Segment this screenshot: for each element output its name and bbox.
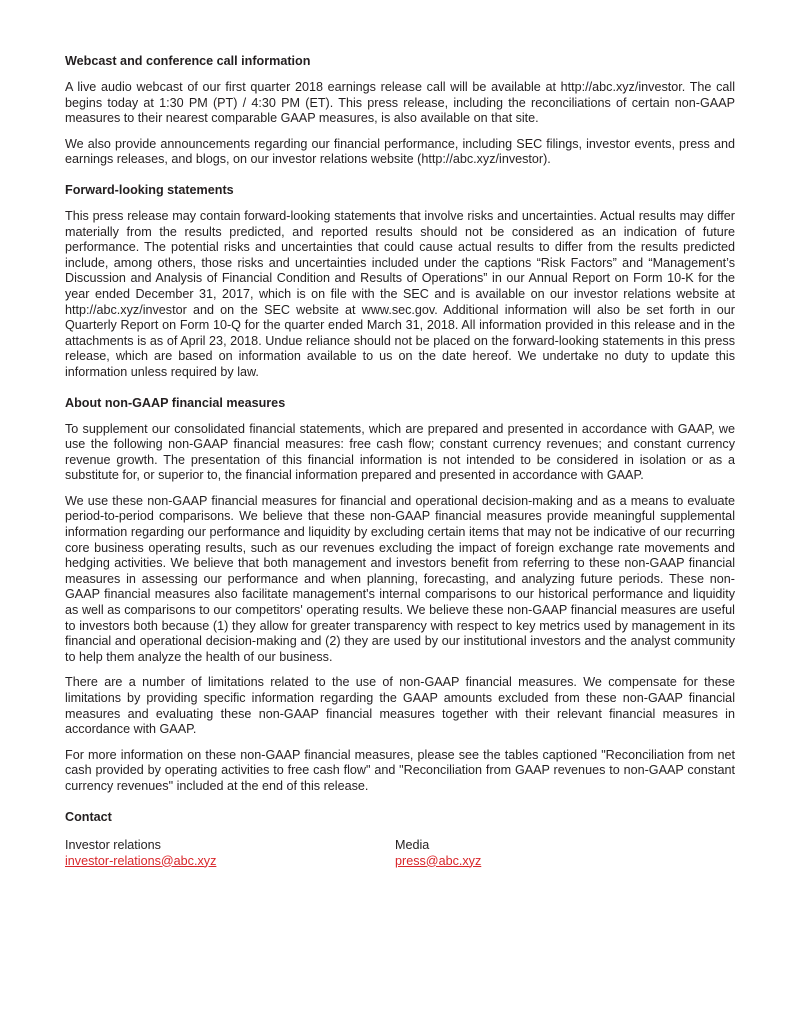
contact-grid: [65, 837, 735, 869]
media-contact: [395, 837, 725, 869]
webcast-paragraph-2: We also provide announcements regarding our financial performance, including SEC filings, investor events, press and earnings releases, and blogs, on our investor relations website (http://abc.xyz/investor).: [65, 136, 735, 167]
non-gaap-heading: About non-GAAP financial measures: [65, 395, 286, 410]
contact-heading: Contact: [65, 809, 112, 824]
investor-relations-contact: [65, 837, 395, 869]
forward-looking-section: [65, 182, 735, 381]
investor-relations-email-link[interactable]: investor-relations@abc.xyz: [65, 853, 217, 868]
webcast-section: [65, 53, 735, 168]
media-email-link[interactable]: press@abc.xyz: [395, 853, 482, 868]
non-gaap-paragraph-2: We use these non-GAAP financial measures for financial and operational decision-making and as a means to evaluate period-to-period comparisons. We believe that these non-GAAP financial measures provide meaningful supplemental information regarding our performance and liquidity by excluding certain items that may not be indicative of our recurring core business operating results, such as our revenues excluding the impact of foreign exchange rate movements and hedging activities. We believe that both management and investors benefit from referring to these non-GAAP financial measures in assessing our performance and when planning, forecasting, and analyzing future periods. These non-GAAP financial measures also facilitate management's internal comparisons to our historical performance and liquidity as well as comparisons to our competitors' operating results. We believe these non-GAAP financial measures are useful to investors both because (1) they allow for greater transparency with respect to key metrics used by management in its financial and operational decision-making and (2) they are used by our institutional investors and the analyst community to help them analyze the health of our business.: [65, 493, 735, 664]
media-label: Media: [395, 837, 430, 852]
webcast-heading: Webcast and conference call information: [65, 54, 311, 68]
document-page: [65, 53, 735, 869]
non-gaap-paragraph-4: For more information on these non-GAAP financial measures, please see the tables captioned "Reconciliation from net cash provided by operating activities to free cash flow" and "Reconciliation from GAAP revenues to non-GAAP constant currency revenues" included at the end of this release.: [65, 747, 735, 793]
forward-looking-paragraph: This press release may contain forward-looking statements that involve risks and uncertainties. Actual results may differ materially from the results predicted, and reported results should not be considered as an indication of future performance. The potential risks and uncertainties that could cause actual results to differ from the results predicted include, among others, those risks and uncertainties included under the captions “Risk Factors” and “Management’s Discussion and Analysis of Financial Condition and Results of Operations” in our Annual Report on Form 10-K for the year ended December 31, 2017, which is on file with the SEC and is available on our investor relations website at http://abc.xyz/investor and on the SEC website at www.sec.gov. Additional information will also be set forth in our Quarterly Report on Form 10-Q for the quarter ended March 31, 2018. All information provided in this release and in the attachments is as of April 23, 2018. Undue reliance should not be placed on the forward-looking statements in this press release, which are based on information available to us on the date hereof. We undertake no duty to update this information unless required by law.: [65, 208, 735, 379]
forward-looking-heading: Forward-looking statements: [65, 182, 234, 197]
non-gaap-paragraph-1: To supplement our consolidated financial statements, which are prepared and presented in accordance with GAAP, we use the following non-GAAP financial measures: free cash flow; constant currency revenues; and constant currency revenue growth. The presentation of this financial information is not intended to be considered in isolation or as a substitute for, or superior to, the financial information prepared and presented in accordance with GAAP.: [65, 421, 735, 483]
non-gaap-section: [65, 395, 735, 795]
webcast-paragraph-1: A live audio webcast of our first quarter 2018 earnings release call will be available at http://abc.xyz/investor. The call begins today at 1:30 PM (PT) / 4:30 PM (ET). This press release, including the reconciliations of certain non-GAAP measures to their nearest comparable GAAP measures, is also available on that site.: [65, 80, 735, 126]
contact-section: [65, 809, 735, 869]
non-gaap-paragraph-3: There are a number of limitations related to the use of non-GAAP financial measures. We compensate for these limitations by providing specific information regarding the GAAP amounts excluded from these non-GAAP financial measures and evaluating these non-GAAP financial measures together with their relevant financial measures in accordance with GAAP.: [65, 675, 735, 737]
investor-relations-label: Investor relations: [65, 837, 161, 852]
